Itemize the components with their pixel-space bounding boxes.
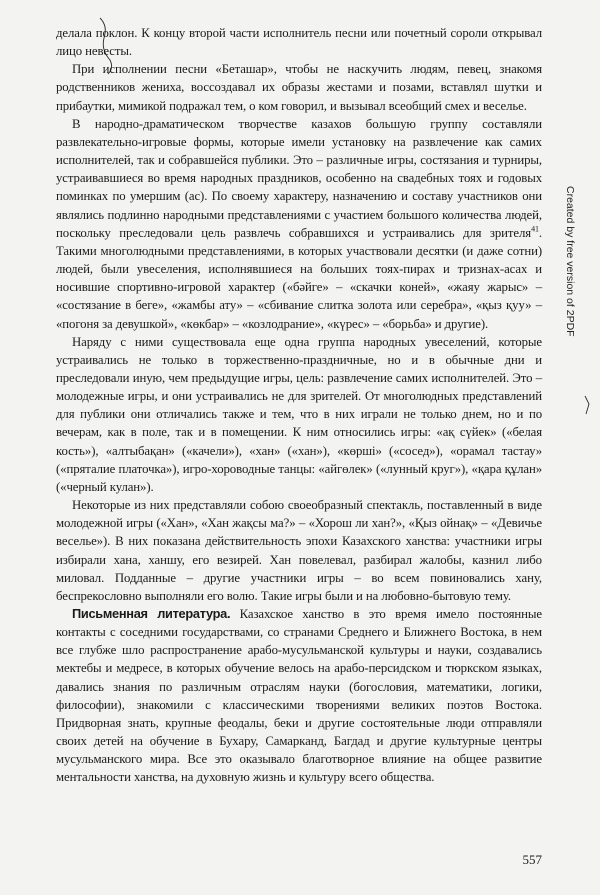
section-heading-written-literature: Письменная литература. — [72, 606, 231, 621]
side-caption-wrap — [563, 186, 579, 358]
paragraph-2: При исполнении песни «Беташар», чтобы не наскучить людям, певец, знакомя родственников жениха, воссоздавал их образы жестами и позами, вставлял шутки и прибаутки, мимикой подражал тем, о ком говорил, и вызывал всеобщий смех и веселье. — [56, 62, 542, 113]
paragraph-3-part-2: . Такими многолюдными представлениями, в которых участвовали десятки (и даже сотни) людей, были увеселения, исполнявшиеся на больших тоях-пирах и тризнах-асах и носившие спортивно-игровой характер («бәйге» – «скачки коней», «жаяу жарыс» – «состязание в беге», «жамбы ату» – «сбивание слитка золота или серебра», «қыз қуу» – «погоня за девушкой», «көкбар» – «козлодрание», «күрес» – «борьба» и другие). — [56, 225, 542, 331]
paragraph-4: Наряду с ними существовала еще одна группа народных увеселений, которые устраивались не только в торжественно-праздничные, но и в обычные дни и преследовали иную, чем предыдущие игры, цель: развлечение самих исполнителей. Это – молодежные игры, и они устраивались не для зрителей. От многолюдных представлений для публики они отличались также и тем, что в них играли не только днем, но и по вечерам, как в поле, так и в помещении. К ним относились игры: «ақ сүйек» («белая кость»), «алтыбақан» («качели»), «хан» («хан»), «көрші» («сосед»), «орамал тастау» («пряталие платочка»), игро-хороводные танцы: «айгөлек» («лунный круг»), «қара құлан» («черный кулан»). — [56, 334, 542, 494]
paragraph-3-part-1: В народно-драматическом творчестве казахов большую группу составляли развлекательно-игровые формы, которые имели установку на развлечение как самих исполнителей, так и собравшейся публики. Это – различные игры, состязания и турниры, устраивавшиеся во время народных праздников, особенно на свадебных тоях и годовых поминках по умершим (ас). По своему характеру, назначению и составу участников они являлись подлинно народными представлениями с участием большого количества людей, поскольку преследовали цель развлечь собравшихся и устраивались для зрителя — [56, 116, 542, 240]
margin-mark — [583, 394, 591, 416]
paragraph-3 — [56, 115, 542, 333]
document-page-body — [56, 24, 542, 787]
paragraph-6 — [56, 605, 542, 787]
page-number: 557 — [522, 852, 542, 867]
side-caption: Created by free version of 2PDF — [564, 186, 576, 337]
paragraph-6-text: Казахское ханство в это время имело постоянные контакты с соседними государствами, со странами Среднего и Ближнего Востока, в нем все глубже шло распространение арабо-мусульманской культуры и науки, создавались мектебы и медресе, в которых обучение велось на арабо-персидском и тюркском языках, давались знания по различным отраслям науки (богословия, математики, логики, философии), знакомили с классическими творениями великих поэтов Востока. Придворная знать, крупные феодалы, беки и другие состоятельные люди отправляли своих детей на обучение в Бухару, Самарканд, Багдад и другие культурные центры мусульманского мира. Все это оказывало благотворное влияние на общее развитие ментальности ханства, на духовную жизнь и культуру всего общества. — [56, 607, 542, 785]
paragraph-1: делала поклон. К концу второй части исполнитель песни или почетный сороли открывал лицо невесты. — [56, 26, 542, 59]
footnote-ref: 41 — [531, 224, 539, 234]
paragraph-5: Некоторые из них представляли собою своеобразный спектакль, поставленный в виде молодежной игры («Хан», «Хан жақсы ма?» – «Хорош ли хан?», «Қыз ойнақ» – «Девичье веселье»). В них показана действительность эпохи Казахского ханства: участники игры избирали хана, ханшу, его везирей. Хан повелевал, разбирал жалобы, казнил либо миловал. Подданные – другие участники игры – во всем повиновались хану, беспрекословно выполняли его волю. Такие игры были и на любовно-бытовую тему. — [56, 498, 542, 603]
